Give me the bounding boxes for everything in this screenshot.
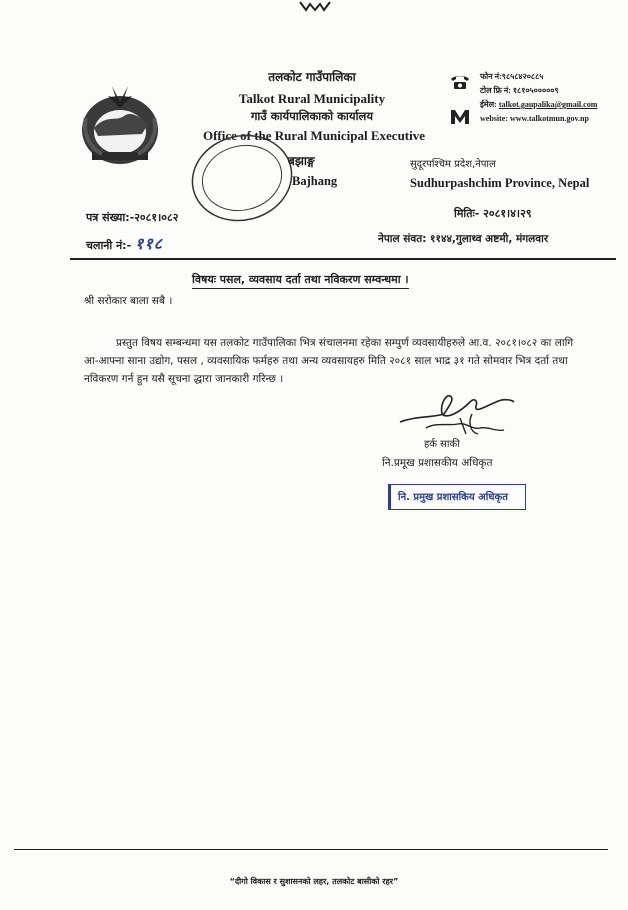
header-divider	[70, 258, 616, 260]
signer-name: हर्क साकी	[424, 439, 460, 450]
top-ornament	[298, 0, 332, 12]
executive-office-en: Office of the Rural Municipal Executive	[202, 128, 426, 143]
province-en: Sudhurpashchim Province, Nepal	[410, 176, 590, 190]
footer-divider	[14, 849, 608, 850]
dispatch-number-value: ११८	[135, 234, 163, 253]
office-name-en: Talkot Rural Municipality	[238, 91, 386, 106]
dispatch-number	[86, 232, 163, 254]
letter-body-text: प्रस्तुत विषय सम्बन्धमा यस तलकोट गाउँपालिका भित्र संचालनमा रहेका सम्पुर्ण व्यवसायीहरुले आ.व. २०८१।०८२ का लागि आ-आफ्ना साना उद्योग, पसल , व्यवसायिक फर्महरु तथा अन्य व्यवसायहरु मिति २०८१ साल भाद्र ३१ गते सोमवार भित्र दर्ता तथा नविकरण गर्न हुन यसै सूचना द्धारा जानकारी गरिन्छ ।	[84, 337, 574, 385]
nepal-era-date: नेपाल संवत: ११४४,गुलाथ्व अष्टमी, मंगलवार	[378, 233, 549, 245]
toll-free-number: टोल फ्रि नं: १८१०५०००००९	[480, 86, 559, 95]
place-np: बझाङ्ग	[288, 154, 315, 168]
email-label: ईमेल:	[480, 100, 497, 109]
letter-date: मितिः- २०८१।४।२९	[454, 207, 532, 220]
email-link[interactable]: talkot.gaupalika@gmail.com	[498, 100, 598, 109]
website-link[interactable]: website: www.talkotmun.gov.np	[480, 114, 589, 123]
letter-subject: विषयः पसल, व्यवसाय दर्ता तथा नविकरण सम्वन्धमा ।	[192, 272, 409, 289]
contact-rows	[480, 70, 597, 126]
office-name-np: तलकोट गाउँपालिका	[268, 70, 356, 84]
place-en: Bajhang	[292, 174, 338, 188]
province-np: सुदूरपश्चिम प्रदेश,नेपाल	[410, 159, 496, 170]
letter-body	[84, 334, 584, 388]
dispatch-label: चलानी नं:-	[86, 239, 132, 252]
municipality-emblem	[72, 78, 168, 168]
executive-office-np: गाउँ कार्यपालिकाको कार्यालय	[250, 109, 374, 123]
phone-icon	[450, 74, 470, 90]
reference-number: पत्र संख्या:-२०८१।०८२	[86, 211, 179, 224]
mail-icon	[450, 108, 470, 126]
email-row	[480, 98, 597, 112]
signer-designation: नि.प्रमूख प्रशासकीय अधिकृत	[382, 457, 493, 469]
stamp-text: नि. प्रमुख प्रशासकिय अधिकृत	[398, 492, 508, 503]
salutation: श्री सरोकार बाला सबै ।	[84, 295, 173, 307]
footer-slogan: “दीगो विकास र सुशासनको लहर, तलकोट बासीको रहर”	[229, 877, 399, 886]
office-round-stamp	[186, 130, 298, 226]
designation-stamp	[388, 484, 524, 512]
phone-number: फोन नं:९८५८४२०८८५	[480, 72, 544, 81]
